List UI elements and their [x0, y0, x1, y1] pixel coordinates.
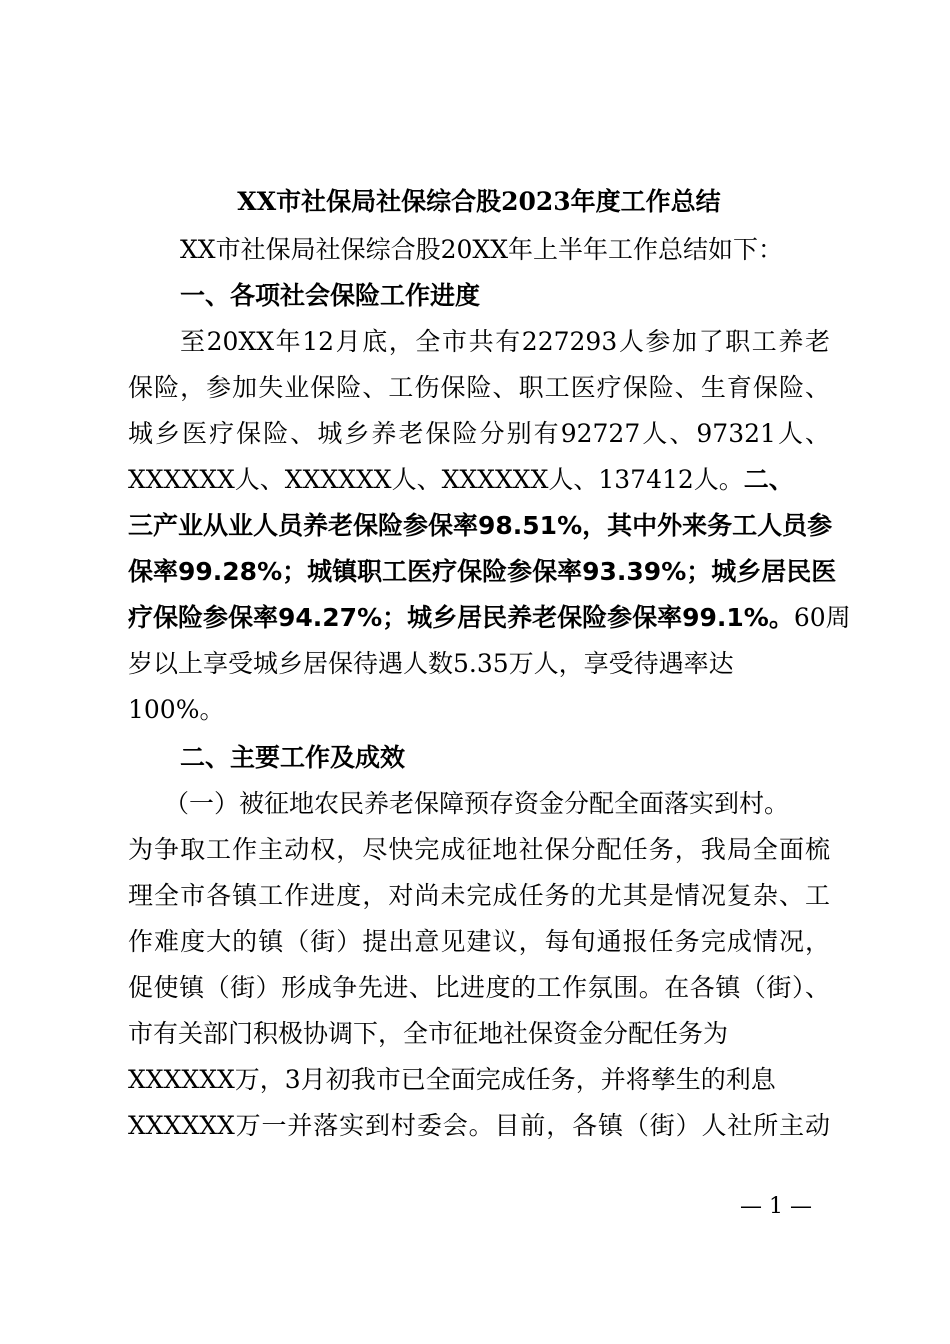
- paragraph-line: 市有关部门积极协调下，全市征地社保资金分配任务为: [128, 1019, 729, 1048]
- paragraph-line: 理全市各镇工作进度，对尚未完成任务的尤其是情况复杂、工: [128, 881, 830, 910]
- paragraph-bold-line: 保率99.28%；城镇职工医疗保险参保率93.39%；城乡居民医: [128, 557, 837, 586]
- paragraph-bold-text: 疗保险参保率94.27%；城乡居民养老保险参保率99.1%。: [128, 603, 794, 632]
- paragraph-line: [128, 600, 851, 636]
- section1-heading: 一、各项社会保险工作进度: [180, 281, 481, 310]
- paragraph-bold-text: 二、: [743, 465, 794, 494]
- paragraph-line: 100%。: [128, 695, 225, 724]
- paragraph-text: 60周: [793, 603, 851, 632]
- subsection-title-line: （一）被征地农民养老保障预存资金分配全面落实到村。: [164, 789, 790, 818]
- document-title: XX市社保局社保综合股2023年度工作总结: [237, 187, 721, 216]
- paragraph-line: XXXXXX万，3月初我市已全面完成任务，并将孳生的利息: [128, 1065, 776, 1094]
- paragraph-bold-line: 三产业从业人员养老保险参保率98.51%，其中外来务工人员参: [128, 511, 833, 540]
- paragraph-line: 至20XX年12月底，全市共有227293人参加了职工养老: [180, 327, 830, 356]
- intro-line: XX市社保局社保综合股20XX年上半年工作总结如下：: [180, 235, 784, 264]
- paragraph-line: 保险，参加失业保险、工伤保险、职工医疗保险、生育保险、: [128, 373, 830, 402]
- paragraph-line: 城乡医疗保险、城乡养老保险分别有92727人、97321人、: [128, 419, 830, 448]
- section2-heading: 二、主要工作及成效: [180, 743, 406, 772]
- paragraph-line: [128, 462, 794, 498]
- page-number: — 1 —: [740, 1194, 812, 1219]
- paragraph-text: XXXXXX人、XXXXXX人、XXXXXX人、137412人。: [128, 465, 744, 494]
- paragraph-line: 作难度大的镇（街）提出意见建议，每旬通报任务完成情况，: [128, 927, 830, 956]
- paragraph-line: XXXXXX万一并落实到村委会。目前，各镇（街）人社所主动: [128, 1111, 830, 1140]
- paragraph-line: 为争取工作主动权，尽快完成征地社保分配任务，我局全面梳: [128, 835, 830, 864]
- paragraph-line: 促使镇（街）形成争先进、比进度的工作氛围。在各镇（街）、: [128, 973, 830, 1002]
- paragraph-line: 岁以上享受城乡居保待遇人数5.35万人，享受待遇率达: [128, 649, 734, 678]
